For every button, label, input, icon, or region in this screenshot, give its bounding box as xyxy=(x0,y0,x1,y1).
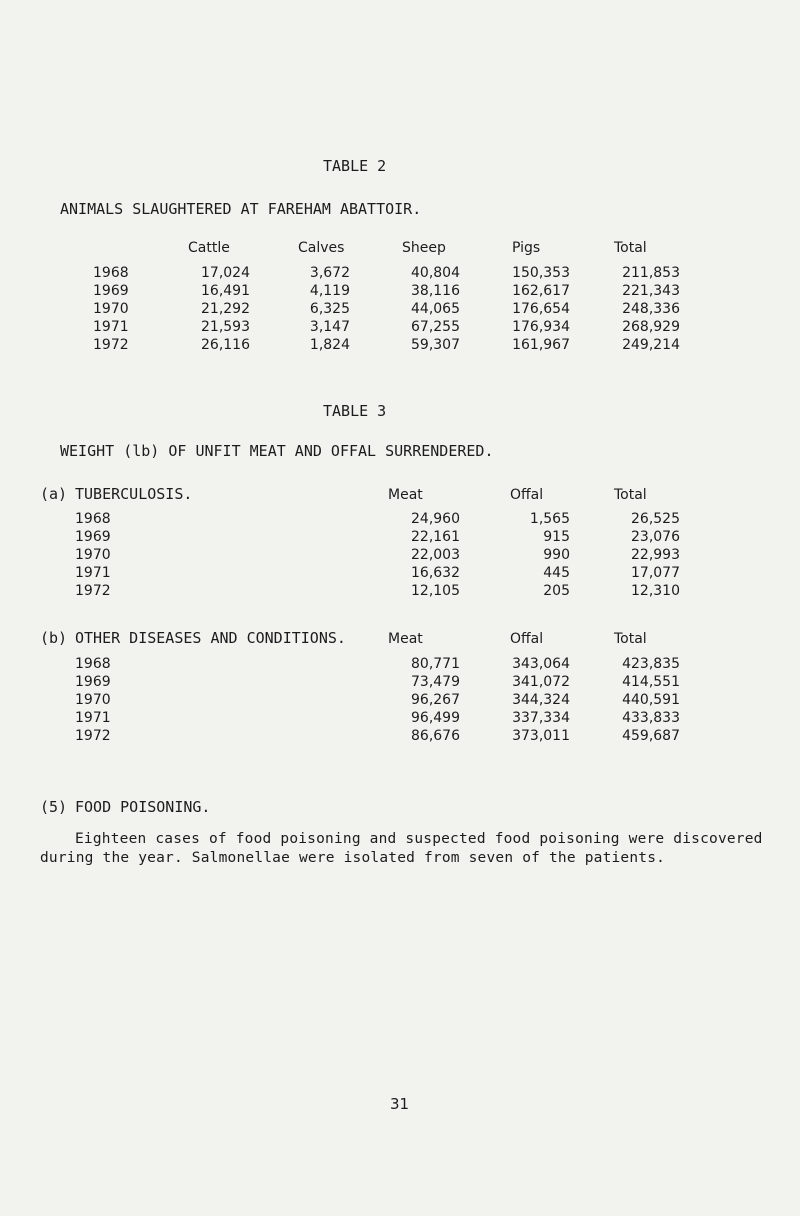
column-header-calves: Calves xyxy=(298,240,345,256)
column-header-cattle: Cattle xyxy=(188,240,230,256)
section-label: TUBERCULOSIS. xyxy=(75,485,193,503)
cell-offal: 205 xyxy=(543,583,570,599)
cell-cattle: 17,024 xyxy=(201,265,250,281)
cell-sheep: 59,307 xyxy=(411,337,460,353)
cell-offal: 343,064 xyxy=(512,656,570,672)
table2-title: TABLE 2 xyxy=(323,157,387,175)
column-header-sheep: Sheep xyxy=(402,240,446,256)
cell-total: 23,076 xyxy=(631,529,680,545)
section-marker: (a) xyxy=(40,485,68,503)
cell-offal: 990 xyxy=(543,547,570,563)
cell-cattle: 16,491 xyxy=(201,283,250,299)
table2-heading: ANIMALS SLAUGHTERED AT FAREHAM ABATTOIR. xyxy=(60,200,422,218)
column-header-offal: Offal xyxy=(510,487,544,503)
cell-calves: 4,119 xyxy=(309,283,350,299)
row-year: 1968 xyxy=(75,511,111,527)
cell-total: 248,336 xyxy=(622,301,680,317)
cell-meat: 73,479 xyxy=(411,674,460,690)
table3-heading: WEIGHT (lb) OF UNFIT MEAT AND OFFAL SURRENDERED. xyxy=(60,442,494,460)
cell-total: 440,591 xyxy=(622,692,680,708)
page-number: 31 xyxy=(390,1095,410,1113)
cell-total: 414,551 xyxy=(622,674,680,690)
cell-sheep: 44,065 xyxy=(411,301,460,317)
cell-total: 268,929 xyxy=(622,319,680,335)
cell-pigs: 176,654 xyxy=(512,301,570,317)
row-year: 1971 xyxy=(75,565,111,581)
cell-calves: 1,824 xyxy=(309,337,350,353)
cell-calves: 6,325 xyxy=(309,301,350,317)
food-poisoning-line-1: Eighteen cases of food poisoning and suspected food poisoning were discovered xyxy=(75,831,763,847)
column-header-total: Total xyxy=(614,631,647,647)
section-label: OTHER DISEASES AND CONDITIONS. xyxy=(75,629,346,647)
column-header-meat: Meat xyxy=(388,631,423,647)
row-year: 1969 xyxy=(93,283,129,299)
cell-sheep: 67,255 xyxy=(411,319,460,335)
cell-offal: 344,324 xyxy=(512,692,570,708)
cell-total: 221,343 xyxy=(622,283,680,299)
food-poisoning-line-2: during the year. Salmonellae were isolated from seven of the patients. xyxy=(40,850,666,866)
cell-cattle: 21,292 xyxy=(201,301,250,317)
row-year: 1970 xyxy=(75,547,111,563)
cell-sheep: 38,116 xyxy=(411,283,460,299)
cell-total: 12,310 xyxy=(631,583,680,599)
cell-total: 17,077 xyxy=(631,565,680,581)
row-year: 1972 xyxy=(93,337,129,353)
table3-title: TABLE 3 xyxy=(323,402,387,420)
cell-cattle: 26,116 xyxy=(201,337,250,353)
cell-meat: 22,161 xyxy=(411,529,460,545)
row-year: 1972 xyxy=(75,728,111,744)
row-year: 1970 xyxy=(93,301,129,317)
cell-total: 249,214 xyxy=(622,337,680,353)
section-marker: (5) xyxy=(40,798,68,816)
cell-total: 26,525 xyxy=(631,511,680,527)
row-year: 1969 xyxy=(75,674,111,690)
cell-meat: 12,105 xyxy=(411,583,460,599)
cell-calves: 3,147 xyxy=(309,319,350,335)
cell-meat: 96,499 xyxy=(411,710,460,726)
food-poisoning-heading: FOOD POISONING. xyxy=(75,798,211,816)
cell-pigs: 161,967 xyxy=(512,337,570,353)
cell-pigs: 150,353 xyxy=(512,265,570,281)
cell-meat: 16,632 xyxy=(411,565,460,581)
row-year: 1972 xyxy=(75,583,111,599)
cell-offal: 1,565 xyxy=(529,511,570,527)
column-header-meat: Meat xyxy=(388,487,423,503)
cell-meat: 96,267 xyxy=(411,692,460,708)
row-year: 1969 xyxy=(75,529,111,545)
cell-total: 433,833 xyxy=(622,710,680,726)
cell-meat: 86,676 xyxy=(411,728,460,744)
cell-pigs: 162,617 xyxy=(512,283,570,299)
row-year: 1971 xyxy=(75,710,111,726)
cell-offal: 337,334 xyxy=(512,710,570,726)
cell-offal: 915 xyxy=(543,529,570,545)
cell-calves: 3,672 xyxy=(309,265,350,281)
cell-pigs: 176,934 xyxy=(512,319,570,335)
column-header-pigs: Pigs xyxy=(512,240,541,256)
row-year: 1968 xyxy=(75,656,111,672)
cell-total: 211,853 xyxy=(622,265,680,281)
row-year: 1970 xyxy=(75,692,111,708)
section-marker: (b) xyxy=(40,629,68,647)
column-header-offal: Offal xyxy=(510,631,544,647)
cell-meat: 80,771 xyxy=(411,656,460,672)
cell-meat: 22,003 xyxy=(411,547,460,563)
column-header-total: Total xyxy=(614,240,647,256)
row-year: 1968 xyxy=(93,265,129,281)
cell-sheep: 40,804 xyxy=(411,265,460,281)
row-year: 1971 xyxy=(93,319,129,335)
cell-meat: 24,960 xyxy=(411,511,460,527)
cell-total: 423,835 xyxy=(622,656,680,672)
column-header-total: Total xyxy=(614,487,647,503)
cell-cattle: 21,593 xyxy=(201,319,250,335)
cell-offal: 341,072 xyxy=(512,674,570,690)
cell-total: 22,993 xyxy=(631,547,680,563)
cell-total: 459,687 xyxy=(622,728,680,744)
cell-offal: 445 xyxy=(543,565,570,581)
cell-offal: 373,011 xyxy=(512,728,570,744)
